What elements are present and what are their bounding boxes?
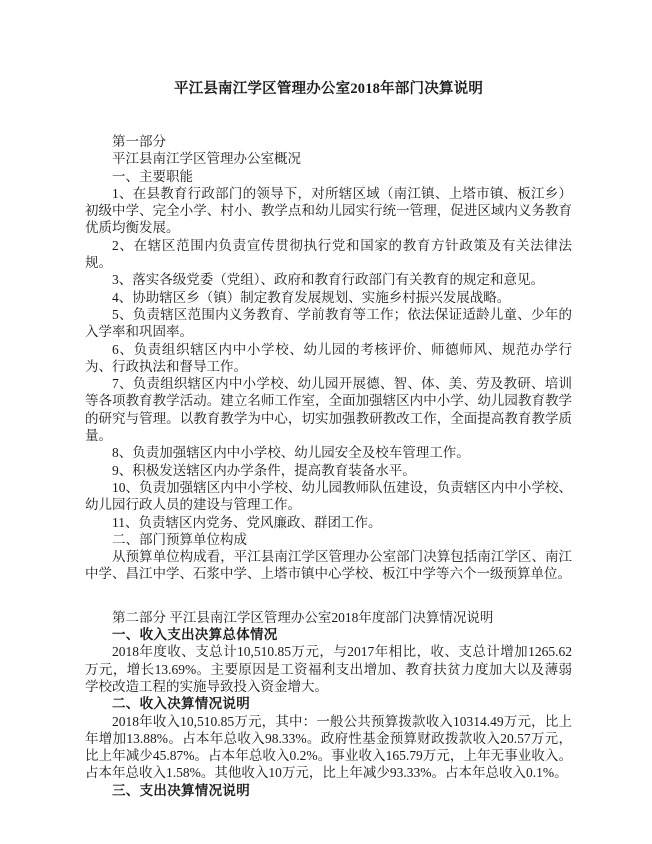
paragraph: 二、部门预算单位构成 [112,531,247,547]
paragraph: 从预算单位构成看，平江县南江学区管理办公室部门决算包括南江学区、南江中学、昌江中学、石浆中学、上塔市镇中心学校、板江中学等六个一级预算单位。 [85,549,572,582]
paragraph: 第二部分 平江县南江学区管理办公室2018年度部门决算情况说明 [112,609,494,625]
paragraph: 2018年度收、支总计10,510.85万元，与2017年相比，收、支总计增加1265.62万元，增长13.69%。主要原因是工资福利支出增加、教育扶贫力度加大以及薄弱学校改造工程的实施导致投入资金增大。 [85,644,572,694]
paragraph: 7、负责组织辖区内中小学校、幼儿园开展德、智、体、美、劳及教研、培训等各项教育教学活动。建立名师工作室，全面加强辖区内中小学、幼儿园教育教学的研究与管理。以教育教学为中心，切实加强教研教改工作，全面提高教育教学质量。 [85,376,572,444]
paragraph: 第一部分 [112,134,166,149]
paragraph: 3、落实各级党委（党组）、政府和教育行政部门有关教育的规定和意见。 [112,272,544,288]
paragraph: 4、协助辖区乡（镇）制定教育发展规划、实施乡村振兴发展战略。 [112,289,511,305]
paragraph: 10、负责加强辖区内中小学校、幼儿园教师队伍建设，负责辖区内中小学校、幼儿园行政人员的建设与管理工作。 [85,479,572,513]
paragraph: 8、负责加强辖区内中小学校、幼儿园安全及校车管理工作。 [112,445,470,461]
part-1-overview [85,133,572,583]
section-heading: 三、支出决算情况说明 [112,782,250,798]
paragraph: 11、负责辖区内党务、党风廉政、群团工作。 [112,514,382,530]
document-title: 平江县南江学区管理办公室2018年部门决算说明 [173,81,484,97]
section-heading: 二、收入决算情况说明 [112,696,250,712]
paragraph: 2、在辖区范围内负责宣传贯彻执行党和国家的教育方针政策及有关法律法规。 [85,237,572,271]
paragraph: 1、在县教育行政部门的领导下，对所辖区域（南江镇、上塔市镇、板江乡）初级中学、完全小学、村小、教学点和幼儿园实行统一管理，促进区域内义务教育优质均衡发展。 [85,185,572,236]
paragraph: 平江县南江学区管理办公室概况 [112,151,301,167]
document-body [85,133,572,799]
paragraph: 5、负责辖区范围内义务教育、学前教育等工作；依法保证适龄儿童、少年的入学率和巩固率。 [85,306,572,340]
paragraph: 一、主要职能 [112,168,193,184]
section-heading: 一、收入支出决算总体情况 [112,627,278,643]
paragraph: 9、积极发送辖区内办学条件，提高教育装备水平。 [112,462,416,478]
part-2-final-accounts [85,609,572,799]
paragraph: 6、负责组织辖区内中小学校、幼儿园的考核评价、师德师风、规范办学行为、行政执法和督导工作。 [85,341,572,374]
paragraph: 2018年收入10,510.85万元，其中：一般公共预算拨款收入10314.49万元，比上年增加13.88%。占本年总收入98.33%。政府性基金预算财政拨款收入20.57万元，比上年减少45.87%。占本年总收入0.2%。事业收入165.79万元，上年无事业收入。占本年总收入1.58%。其他收入10万元，比上年减少93.33%。占本年总收入0.1%。 [85,713,572,781]
